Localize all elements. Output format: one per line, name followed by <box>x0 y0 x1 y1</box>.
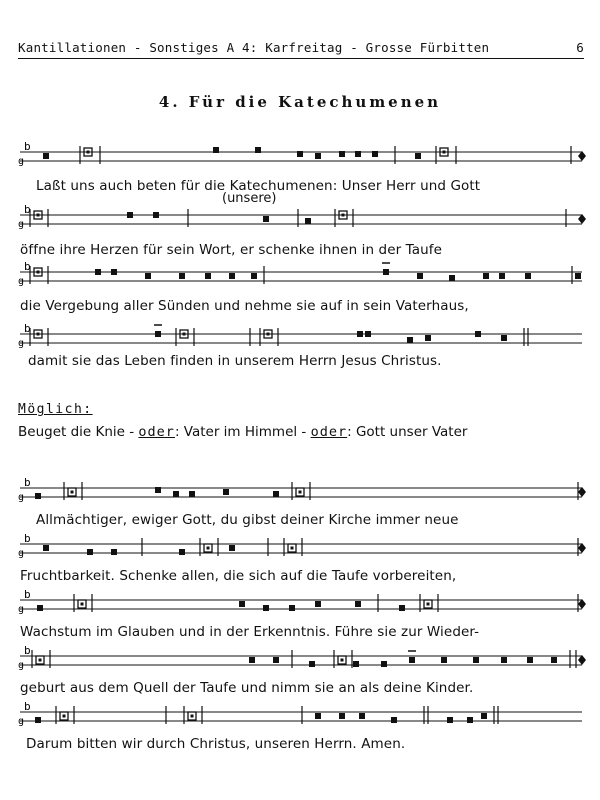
moeglich-label: Möglich: <box>18 402 93 417</box>
staff-1-recitation-dot-2 <box>443 151 446 154</box>
staff-9-note-8 <box>481 713 487 719</box>
staff-4-recitation-dot-1 <box>37 333 40 336</box>
staff-2-recitation-box-1 <box>34 211 42 219</box>
staff-4-note-3 <box>365 331 371 337</box>
staff-3-note-5 <box>205 273 211 279</box>
staff-3-note-12 <box>499 273 505 279</box>
staff-6-note-1 <box>43 545 49 551</box>
staff-6-final-note <box>578 543 586 553</box>
staff-7-note-7 <box>399 605 405 611</box>
staff-1-final-note <box>578 151 586 161</box>
staff-2-recitation-box-2 <box>339 211 347 219</box>
staff-5-note-2 <box>155 487 161 493</box>
staff-2-recitation-dot-1 <box>37 214 40 217</box>
staff-4-clef-flat: b <box>24 322 31 335</box>
staff-4-note-5 <box>425 335 431 341</box>
staff-5-clef-flat: b <box>24 476 31 489</box>
staff-8-clef-g: g <box>18 660 25 671</box>
staff-2-recitation-dot-2 <box>342 214 345 217</box>
staff-3-note-1 <box>95 269 101 275</box>
staff-1-clef-g: g <box>18 156 25 167</box>
staff-9-note-7 <box>467 717 473 723</box>
staff-6-clef-flat: b <box>24 532 31 545</box>
staff-7-recitation-dot-1 <box>81 603 84 606</box>
staff-5-note-3 <box>173 491 179 497</box>
staff-4-note-1 <box>155 331 161 337</box>
staff-7-note-5 <box>315 601 321 607</box>
instruction-part-3: : Gott unser Vater <box>347 424 468 440</box>
instruction-line <box>18 424 467 440</box>
staff-8-note-5 <box>381 661 387 667</box>
staff-7-note-1 <box>37 605 43 611</box>
staff-3-clef-g: g <box>18 276 25 287</box>
staff-7-note-2 <box>239 601 245 607</box>
staff-7-recitation-box-1 <box>78 600 86 608</box>
staff-1-note-4 <box>297 151 303 157</box>
staff-5-note-5 <box>223 489 229 495</box>
staff-3-recitation-box-1 <box>34 268 42 276</box>
staff-2-clef-g: g <box>18 219 25 230</box>
staff-8-note-7 <box>441 657 447 663</box>
staff-4-clef-g: g <box>18 338 25 349</box>
staff-6-recitation-box-1 <box>204 544 212 552</box>
lyric-line-2: öffne ihre Herzen für sein Wort, er schenke ihnen in der Taufe <box>20 242 443 258</box>
staff-5-recitation-box-1 <box>68 488 76 496</box>
staff-9-note-1 <box>35 717 41 723</box>
staff-8-recitation-dot-2 <box>341 659 344 662</box>
oder-2: oder <box>310 424 348 440</box>
staff-2-note-1 <box>127 212 133 218</box>
lyric-line-1: Laßt uns auch beten für die Katechumenen: Unser Herr und Gott <box>36 178 481 194</box>
staff-9-recitation-dot-1 <box>63 715 66 718</box>
staff-7-clef-g: g <box>18 604 25 615</box>
staff-3-note-2 <box>111 269 117 275</box>
staff-8-note-11 <box>551 657 557 663</box>
staff-3-note-7 <box>251 273 257 279</box>
staff-9-note-5 <box>391 717 397 723</box>
staff-4-note-7 <box>501 335 507 341</box>
staff-2-note-2 <box>153 212 159 218</box>
staff-5-note-6 <box>273 491 279 497</box>
staff-9-recitation-box-1 <box>60 712 68 720</box>
lyric-line-3: die Vergebung aller Sünden und nehme sie auf in sein Vaterhaus, <box>20 298 469 314</box>
staff-7-recitation-box-2 <box>424 600 432 608</box>
staff-1-recitation-box-2 <box>440 148 448 156</box>
staff-5-recitation-dot-2 <box>299 491 302 494</box>
staff-6-recitation-dot-1 <box>207 547 210 550</box>
staff-8-note-9 <box>501 657 507 663</box>
staff-4-recitation-dot-2 <box>183 333 186 336</box>
staff-3-clef-flat: b <box>24 260 31 273</box>
staff-6-note-2 <box>87 549 93 555</box>
staff-8-clef-flat: b <box>24 644 31 657</box>
lyric-line-7: Wachstum im Glauben und in der Erkenntnis. Führe sie zur Wieder- <box>20 624 480 640</box>
staff-1-note-8 <box>372 151 378 157</box>
staff-1-recitation-dot-1 <box>87 151 90 154</box>
staff-8-note-3 <box>309 661 315 667</box>
staff-8-recitation-box-2 <box>338 656 346 664</box>
staff-8-note-8 <box>473 657 479 663</box>
oder-1: oder <box>138 424 175 440</box>
staff-3-note-14 <box>575 273 581 279</box>
staff-8-recitation-dot-1 <box>39 659 42 662</box>
staff-1-recitation-box-1 <box>84 148 92 156</box>
staff-4-recitation-dot-3 <box>267 333 270 336</box>
staff-1-note-9 <box>415 153 421 159</box>
staff-9-note-6 <box>447 717 453 723</box>
header-rule <box>18 58 584 59</box>
staff-1-note-7 <box>355 151 361 157</box>
instruction-part-1: Beuget die Knie - <box>18 424 139 440</box>
staff-6-note-3 <box>111 549 117 555</box>
staff-9-note-4 <box>359 713 365 719</box>
staff-2-final-note <box>578 214 586 224</box>
staff-6-recitation-box-2 <box>288 544 296 552</box>
staff-3-note-13 <box>525 273 531 279</box>
staff-7-note-4 <box>289 605 295 611</box>
staff-7-note-6 <box>355 601 361 607</box>
staff-7-note-3 <box>263 605 269 611</box>
staff-8-recitation-box-1 <box>36 656 44 664</box>
staff-6-note-5 <box>229 545 235 551</box>
staff-8-note-10 <box>527 657 533 663</box>
staff-5-recitation-dot-1 <box>71 491 74 494</box>
staff-4-recitation-box-1 <box>34 330 42 338</box>
staff-5-final-note <box>578 487 586 497</box>
staff-3-note-6 <box>229 273 235 279</box>
staff-8-note-6 <box>409 657 415 663</box>
staff-7-recitation-dot-2 <box>427 603 430 606</box>
staff-3-note-10 <box>449 275 455 281</box>
staff-6-note-4 <box>179 549 185 555</box>
staff-1-note-6 <box>339 151 345 157</box>
header-title: Kantillationen - Sonstiges A 4: Karfreitag - Grosse Fürbitten <box>18 40 490 55</box>
variant-note: (unsere) <box>222 191 277 206</box>
staff-3-recitation-dot-1 <box>37 271 40 274</box>
staff-5-note-4 <box>189 491 195 497</box>
staff-9-note-2 <box>315 713 321 719</box>
lyric-line-4: damit sie das Leben finden in unserem Herrn Jesus Christus. <box>28 353 442 369</box>
staff-4-recitation-box-3 <box>264 330 272 338</box>
lyric-line-8: geburt aus dem Quell der Taufe und nimm sie an als deine Kinder. <box>20 680 474 696</box>
staff-4-recitation-box-2 <box>180 330 188 338</box>
staff-1-note-3 <box>255 147 261 153</box>
staff-8-note-1 <box>249 657 255 663</box>
staff-1-note-5 <box>315 153 321 159</box>
page-number: 6 <box>576 40 584 55</box>
staff-6-clef-g: g <box>18 548 25 559</box>
staff-5-note-1 <box>35 493 41 499</box>
section-title: 4. Für die Katechumenen <box>158 93 442 111</box>
lyric-line-6: Fruchtbarkeit. Schenke allen, die sich auf die Taufe vorbereiten, <box>20 568 457 584</box>
staff-3-note-11 <box>483 273 489 279</box>
staff-2-note-3 <box>263 216 269 222</box>
staff-9-recitation-box-2 <box>188 712 196 720</box>
staff-8-note-4 <box>353 661 359 667</box>
staff-3-note-8 <box>383 269 389 275</box>
staff-3-note-3 <box>145 273 151 279</box>
staff-3-note-9 <box>417 273 423 279</box>
staff-4-note-2 <box>357 331 363 337</box>
staff-1-note-2 <box>213 147 219 153</box>
staff-7-clef-flat: b <box>24 588 31 601</box>
staff-9-clef-g: g <box>18 716 25 727</box>
staff-5-recitation-box-2 <box>296 488 304 496</box>
staff-2-clef-flat: b <box>24 203 31 216</box>
staff-9-note-3 <box>339 713 345 719</box>
staff-5-clef-g: g <box>18 492 25 503</box>
instruction-part-2: : Vater im Himmel - <box>174 424 311 440</box>
staff-9-clef-flat: b <box>24 700 31 713</box>
staff-1-clef-flat: b <box>24 140 31 153</box>
staff-1-note-1 <box>43 153 49 159</box>
staff-8-note-2 <box>273 657 279 663</box>
staff-7-final-note <box>578 599 586 609</box>
staff-3-note-4 <box>179 273 185 279</box>
staff-9-recitation-dot-2 <box>191 715 194 718</box>
staff-2-note-4 <box>305 218 311 224</box>
staff-8-final-note <box>578 655 586 665</box>
staff-4-note-4 <box>407 337 413 343</box>
staff-6-recitation-dot-2 <box>291 547 294 550</box>
staff-4-note-6 <box>475 331 481 337</box>
page-header <box>18 40 584 55</box>
lyric-line-5: Allmächtiger, ewiger Gott, du gibst deiner Kirche immer neue <box>36 512 459 528</box>
lyric-line-9: Darum bitten wir durch Christus, unseren Herrn. Amen. <box>26 736 406 752</box>
